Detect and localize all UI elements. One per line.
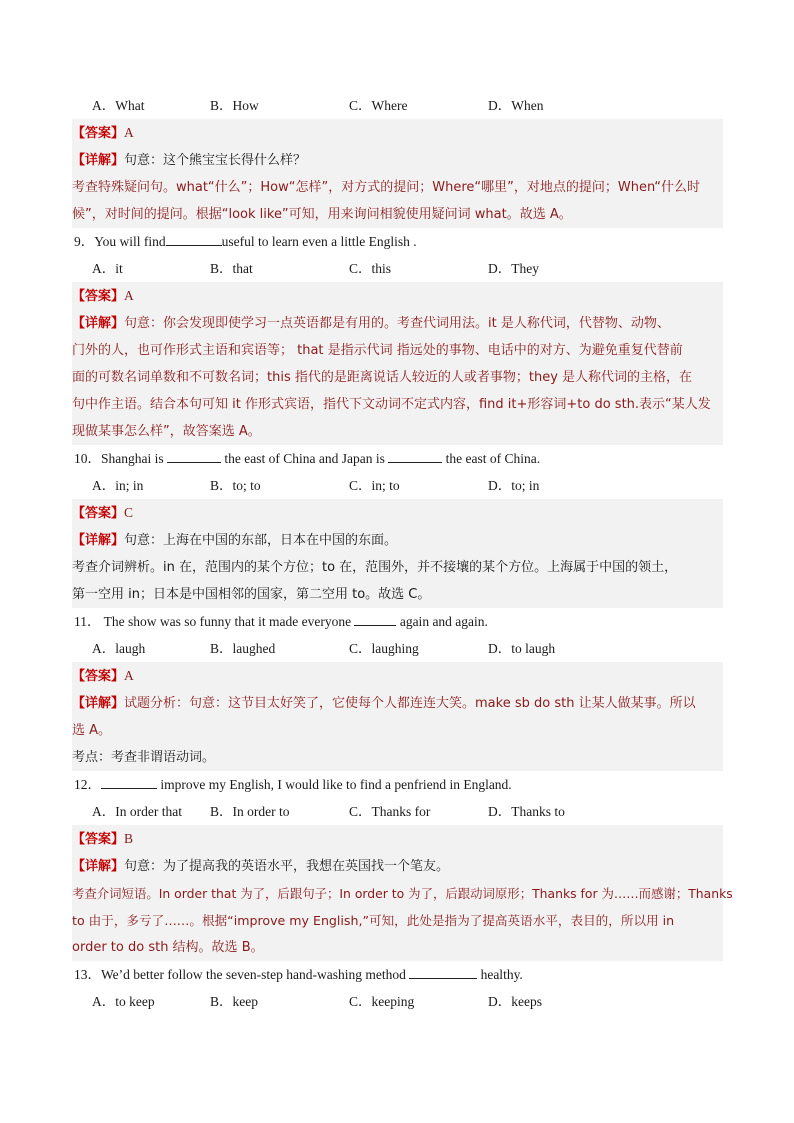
q10-stem-pre: 10．Shanghai is bbox=[74, 451, 164, 466]
q11-stem-pre: 11． The show was so funny that it made everyone bbox=[74, 614, 352, 629]
document-content bbox=[72, 92, 733, 1015]
q11-option-d: D．to laugh bbox=[488, 641, 556, 656]
q9-answer-block bbox=[72, 282, 723, 445]
q8-answer-block bbox=[72, 119, 723, 228]
q9-option-c: C．this bbox=[349, 261, 392, 276]
answer-tag: 【答案】 bbox=[72, 506, 125, 521]
q11-detail-3: 考点：考查非谓语动词。 bbox=[72, 750, 216, 765]
q12-answer-block bbox=[72, 825, 733, 961]
q10-blank-1 bbox=[167, 448, 221, 463]
q12-answer: B bbox=[124, 831, 134, 846]
q13-stem-post: healthy. bbox=[480, 967, 523, 982]
q8-detail-1: 句意：这个熊宝宝长得什么样？ bbox=[124, 153, 307, 168]
detail-tag: 【详解】 bbox=[72, 533, 125, 548]
q9-option-b: B．that bbox=[210, 261, 253, 276]
q8-option-c: C．Where bbox=[349, 98, 408, 113]
q12-stem bbox=[72, 771, 723, 798]
q11-option-b: B．laughed bbox=[210, 641, 276, 656]
q9-detail-1: 句意：你会发现即使学习一点英语都是有用的。考查代词用法。it 是人称代词，代替物、动物、 bbox=[124, 316, 670, 331]
detail-tag: 【详解】 bbox=[72, 153, 125, 168]
q9-stem bbox=[72, 228, 723, 255]
q13-option-a: A．to keep bbox=[92, 994, 155, 1009]
q11-answer: A bbox=[124, 668, 134, 683]
q10-option-b: B．to; to bbox=[210, 478, 261, 493]
q12-detail-2: 考查介词短语。In order that 为了，后跟句子；In order to 为了，后跟动词原形；Thanks for 为……而感谢；Thanks bbox=[72, 886, 733, 901]
answer-tag: 【答案】 bbox=[72, 289, 125, 304]
q11-answer-block bbox=[72, 662, 723, 771]
q9-option-d: D．They bbox=[488, 261, 539, 276]
q8-option-b: B．How bbox=[210, 98, 259, 113]
q10-blank-2 bbox=[388, 448, 442, 463]
q8-detail-3: 候”，对时间的提问。根据“look like”可知，用来询问相貌使用疑问词 what。故选 A。 bbox=[72, 207, 572, 222]
q9-options bbox=[72, 255, 723, 282]
detail-tag: 【详解】 bbox=[72, 859, 125, 874]
q9-answer: A bbox=[124, 288, 134, 303]
q9-blank bbox=[166, 231, 222, 246]
q9-stem-pre: 9．You will find bbox=[74, 234, 166, 249]
q13-stem bbox=[72, 961, 723, 988]
q12-option-a: A．In order that bbox=[92, 804, 182, 819]
q13-option-d: D．keeps bbox=[488, 994, 542, 1009]
q8-option-a: A．What bbox=[92, 98, 145, 113]
q13-options bbox=[72, 988, 723, 1015]
q12-option-c: C．Thanks for bbox=[349, 804, 431, 819]
q12-options bbox=[72, 798, 723, 825]
q13-option-c: C．keeping bbox=[349, 994, 415, 1009]
q8-option-d: D．When bbox=[488, 98, 544, 113]
q9-stem-post: useful to learn even a little English . bbox=[221, 234, 417, 249]
answer-tag: 【答案】 bbox=[72, 669, 125, 684]
q10-detail-2: 考查介词辨析。in 在，范围内的某个方位；to 在，范围外，并不接壤的某个方位。上海属于中国的领土， bbox=[72, 560, 678, 575]
detail-tag: 【详解】 bbox=[72, 316, 125, 331]
q11-option-c: C．laughing bbox=[349, 641, 419, 656]
q10-detail-1: 句意：上海在中国的东部，日本在中国的东面。 bbox=[124, 533, 398, 548]
answer-tag: 【答案】 bbox=[72, 832, 125, 847]
q13-option-b: B．keep bbox=[210, 994, 258, 1009]
q11-blank bbox=[354, 611, 396, 626]
q9-detail-2: 门外的人，也可作形式主语和宾语等； that 是指示代词 指远处的事物、电话中的对方、为避免重复代替前 bbox=[72, 343, 683, 358]
q11-detail-1: 试题分析：句意：这节目太好笑了，它使每个人都连连大笑。make sb do sth 让某人做某事。所以 bbox=[124, 696, 696, 711]
q12-detail-3: to 由于，多亏了……。根据“improve my English,”可知，此处是指为了提高英语水平，表目的，所以用 in bbox=[72, 913, 675, 928]
q12-blank bbox=[101, 774, 157, 789]
q12-stem-pre: 12． bbox=[74, 777, 101, 792]
q10-option-a: A．in; in bbox=[92, 478, 144, 493]
q8-detail-2: 考查特殊疑问句。what“什么”；How“怎样”，对方式的提问；Where“哪里”，对地点的提问；When“什么时 bbox=[72, 180, 700, 195]
answer-tag: 【答案】 bbox=[72, 126, 125, 141]
q10-stem bbox=[72, 445, 723, 472]
q10-answer: C bbox=[124, 505, 134, 520]
q9-detail-3: 面的可数名词单数和不可数名词；this 指代的是距离说话人较近的人或者事物；they 是人称代词的主格，在 bbox=[72, 370, 693, 385]
q10-stem-mid: the east of China and Japan is bbox=[224, 451, 385, 466]
q12-option-b: B．In order to bbox=[210, 804, 290, 819]
q8-answer: A bbox=[124, 125, 134, 140]
q10-option-d: D．to; in bbox=[488, 478, 540, 493]
q10-answer-block bbox=[72, 499, 723, 608]
q13-stem-pre: 13．We’d better follow the seven-step hand-washing method bbox=[74, 967, 406, 982]
q11-option-a: A．laugh bbox=[92, 641, 146, 656]
q12-option-d: D．Thanks to bbox=[488, 804, 565, 819]
q9-detail-4: 句中作主语。结合本句可知 it 作形式宾语，指代下文动词不定式内容，find it+形容词+to do sth.表示“某人发 bbox=[72, 397, 711, 412]
q8-options bbox=[72, 92, 723, 119]
detail-tag: 【详解】 bbox=[72, 696, 125, 711]
q10-options bbox=[72, 472, 723, 499]
q10-option-c: C．in; to bbox=[349, 478, 400, 493]
q13-blank bbox=[409, 964, 477, 979]
q12-stem-post: improve my English, I would like to find a penfriend in England. bbox=[160, 777, 512, 792]
q12-detail-1: 句意：为了提高我的英语水平，我想在英国找一个笔友。 bbox=[124, 859, 450, 874]
q11-options bbox=[72, 635, 723, 662]
q10-stem-post: the east of China. bbox=[445, 451, 541, 466]
q11-detail-2: 选 A。 bbox=[72, 723, 112, 738]
q11-stem bbox=[72, 608, 723, 635]
q9-option-a: A．it bbox=[92, 261, 123, 276]
q9-detail-5: 现做某事怎么样”，故答案选 A。 bbox=[72, 424, 261, 439]
q11-stem-post: again and again. bbox=[399, 614, 488, 629]
q10-detail-3: 第一空用 in；日本是中国相邻的国家，第二空用 to。故选 C。 bbox=[72, 587, 431, 602]
q12-detail-4: order to do sth 结构。故选 B。 bbox=[72, 940, 264, 955]
